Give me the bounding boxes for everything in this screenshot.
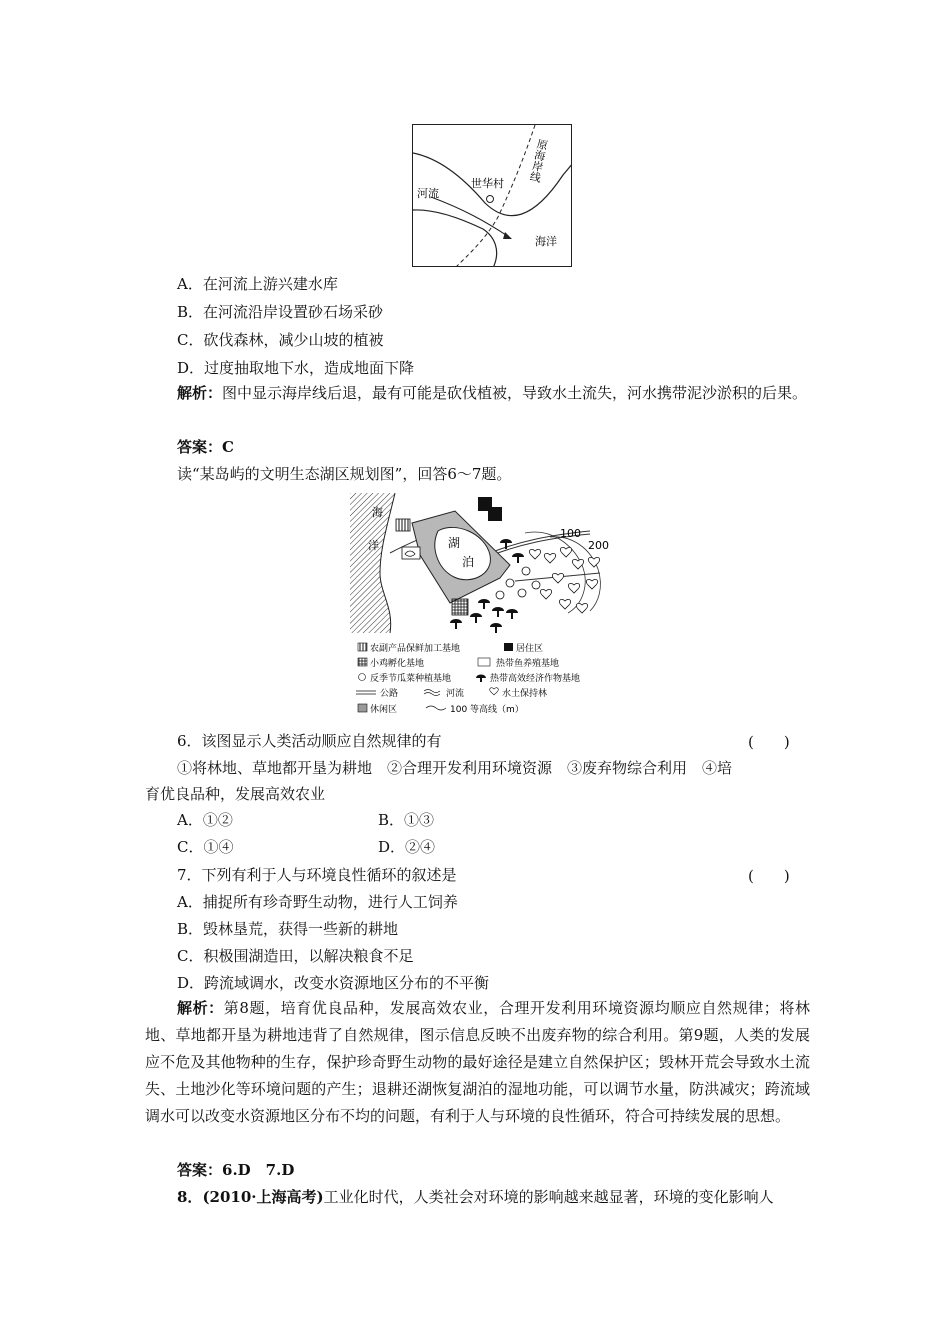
legend-crop: 热带高效经济作物基地: [490, 674, 581, 684]
contour-200-label: 200: [588, 539, 609, 552]
q5-option-c: C．砍伐森林，减少山坡的植被: [177, 331, 384, 349]
legend-icon-contour: [426, 706, 446, 710]
q6-items-line2: 育优良品种，发展高效农业: [145, 785, 326, 803]
river-label: 河流: [417, 187, 439, 200]
q8-stem: [177, 1187, 774, 1207]
q8-source: (2010·上海高考): [202, 1188, 324, 1206]
melon: [522, 567, 530, 575]
eco-lake-map: [350, 493, 640, 725]
heart-tree: [544, 553, 555, 563]
legend-icon-river-1: [424, 690, 440, 693]
sea-label-2: 洋: [368, 539, 379, 552]
legend-forest: 水土保持林: [502, 689, 548, 699]
q5-answer-value: C: [222, 438, 234, 456]
q6-7-analysis: [145, 995, 810, 1130]
eco-lake-map-drawing: [350, 493, 640, 725]
processing-base-icon: [396, 519, 410, 531]
melon: [506, 579, 514, 587]
legend-icon-melon: [359, 674, 366, 681]
q5-option-b: B．在河流沿岸设置砂石场采砂: [177, 303, 384, 321]
answer2-value: 6.D 7.D: [222, 1161, 295, 1179]
melon: [518, 589, 526, 597]
village-label: 世华村: [471, 177, 504, 190]
legend-river: 河流: [446, 689, 465, 699]
heart-tree: [529, 549, 540, 559]
umbrella-tree: [478, 599, 490, 609]
legend-leisure: 休闲区: [370, 705, 398, 715]
heart-tree: [559, 599, 570, 609]
legend-icon-crop: [476, 675, 486, 683]
answer2-label: 答案：: [177, 1161, 223, 1179]
q6-option-d: D．②④: [378, 838, 436, 856]
contour-100: [525, 532, 585, 613]
q6-7-answer: [177, 1160, 294, 1180]
coastline-map-drawing: [413, 125, 572, 267]
q5-option-a: A．在河流上游兴建水库: [177, 275, 338, 293]
heart-tree: [568, 583, 579, 593]
lake-label-1: 湖: [448, 536, 461, 550]
legend-icon-river-2: [424, 693, 440, 696]
q5-answer-label: 答案：: [177, 438, 223, 456]
village-marker: [487, 196, 494, 203]
coast-label: 原海岸线: [527, 137, 550, 184]
q7-option-c: C．积极围湖造田，以解决粮食不足: [177, 947, 414, 965]
q7-answer-blank: ( ): [748, 867, 790, 885]
q6-items-line1: ①将林地、草地都开垦为耕地 ②合理开发利用环境资源 ③废弃物综合利用 ④培: [177, 759, 733, 777]
analysis2-label: 解析：: [177, 999, 224, 1017]
heart-tree: [560, 547, 571, 557]
map-legend: [356, 642, 580, 715]
south-bank-line: [413, 210, 497, 267]
q6-option-b: B．①③: [378, 811, 435, 829]
q5-answer: [177, 437, 234, 457]
q6-option-c: C．①④: [177, 838, 234, 856]
q7-option-a: A．捕捉所有珍奇野生动物，进行人工饲养: [177, 893, 458, 911]
q8-text: 工业化时代，人类社会对环境的影响越来越显著，环境的变化影响人: [323, 1188, 774, 1206]
legend-icon-processing: [358, 643, 367, 651]
q5-analysis-text: 图中显示海岸线后退，最有可能是砍伐植被，导致水土流失，河水携带泥沙淤积的后果。: [222, 384, 808, 402]
umbrella-tree: [500, 539, 512, 549]
residential-icon-2: [488, 507, 502, 521]
analysis2-text: 第8题，培育优良品种，发展高效农业，合理开发利用环境资源均顺应自然规律；将林地、草地都开垦为耕地违背了自然规律，图示信息反映不出废弃物的综合利用。第9题，人类的发展应不危及其他物种的生存，保护珍奇野生动物的最好途径是建立自然保护区；毁林开荒会导致水土流失、土地沙化等环境问题的产生；退耕还湖恢复湖泊的湿地功能，可以调节水量，防洪减灾；跨流域调水可以改变水资源地区分布不均的问题，有利于人与环境的良性循环，符合可持续发展的思想。: [145, 999, 810, 1125]
umbrella-tree: [470, 613, 482, 623]
legend-icon-leisure: [358, 704, 367, 712]
lake-label-2: 泊: [462, 555, 475, 569]
legend-processing: 农副产品保鲜加工基地: [370, 644, 461, 654]
legend-fish: 热带鱼养殖基地: [496, 659, 560, 669]
q6-answer-blank: ( ): [748, 733, 790, 751]
legend-road: 公路: [380, 689, 399, 699]
soil-forest-group: [529, 547, 599, 613]
original-coastline-dashed: [455, 125, 535, 267]
legend-icon-hatchery: [358, 658, 367, 666]
coastline-map: [412, 124, 572, 267]
q7-option-d: D．跨流域调水，改变水资源地区分布的不平衡: [177, 974, 490, 992]
heart-tree: [572, 559, 583, 569]
chick-hatchery-icon: [452, 599, 468, 615]
fish-farm-icon: [402, 547, 420, 559]
legend-hatchery: 小鸡孵化基地: [370, 659, 425, 669]
coast-label-group: [527, 137, 549, 184]
intro-text: 读“某岛屿的文明生态湖区规划图”，回答6～7题。: [177, 465, 512, 483]
legend-icon-forest: [490, 688, 498, 695]
ocean-label: 海洋: [535, 235, 557, 248]
contour-100-label: 100: [560, 527, 581, 540]
legend-contour: 100 等高线（m）: [450, 705, 524, 715]
q5-option-d: D．过度抽取地下水，造成地面下降: [177, 359, 415, 377]
heart-tree: [552, 573, 563, 583]
umbrella-tree: [450, 619, 462, 629]
arrow-head: [503, 232, 512, 239]
q6-option-a: A．①②: [177, 811, 233, 829]
heart-tree: [586, 579, 597, 589]
legend-residential: 居住区: [516, 644, 544, 654]
sea-label-1: 海: [372, 506, 383, 519]
legend-melon: 反季节瓜菜种植基地: [370, 674, 452, 684]
q5-analysis-label: 解析：: [177, 384, 223, 402]
river-flow-arrow: [431, 197, 509, 237]
q6-stem: 6．该图显示人类活动顺应自然规律的有: [177, 732, 442, 750]
umbrella-tree: [506, 609, 518, 619]
umbrella-tree: [512, 553, 524, 563]
legend-icon-residential: [504, 643, 513, 651]
q8-number: 8．: [177, 1188, 203, 1206]
melon: [496, 591, 504, 599]
q7-option-b: B．毁林垦荒，获得一些新的耕地: [177, 920, 399, 938]
heart-tree: [588, 557, 599, 567]
legend-icon-fish: [478, 658, 490, 666]
melon: [532, 581, 540, 589]
heart-tree: [540, 589, 551, 599]
heart-tree: [576, 603, 587, 613]
q5-analysis: [145, 380, 810, 407]
q7-stem: 7．下列有利于人与环境良性循环的叙述是: [177, 866, 457, 884]
umbrella-tree: [492, 607, 504, 617]
umbrella-tree: [490, 623, 502, 633]
